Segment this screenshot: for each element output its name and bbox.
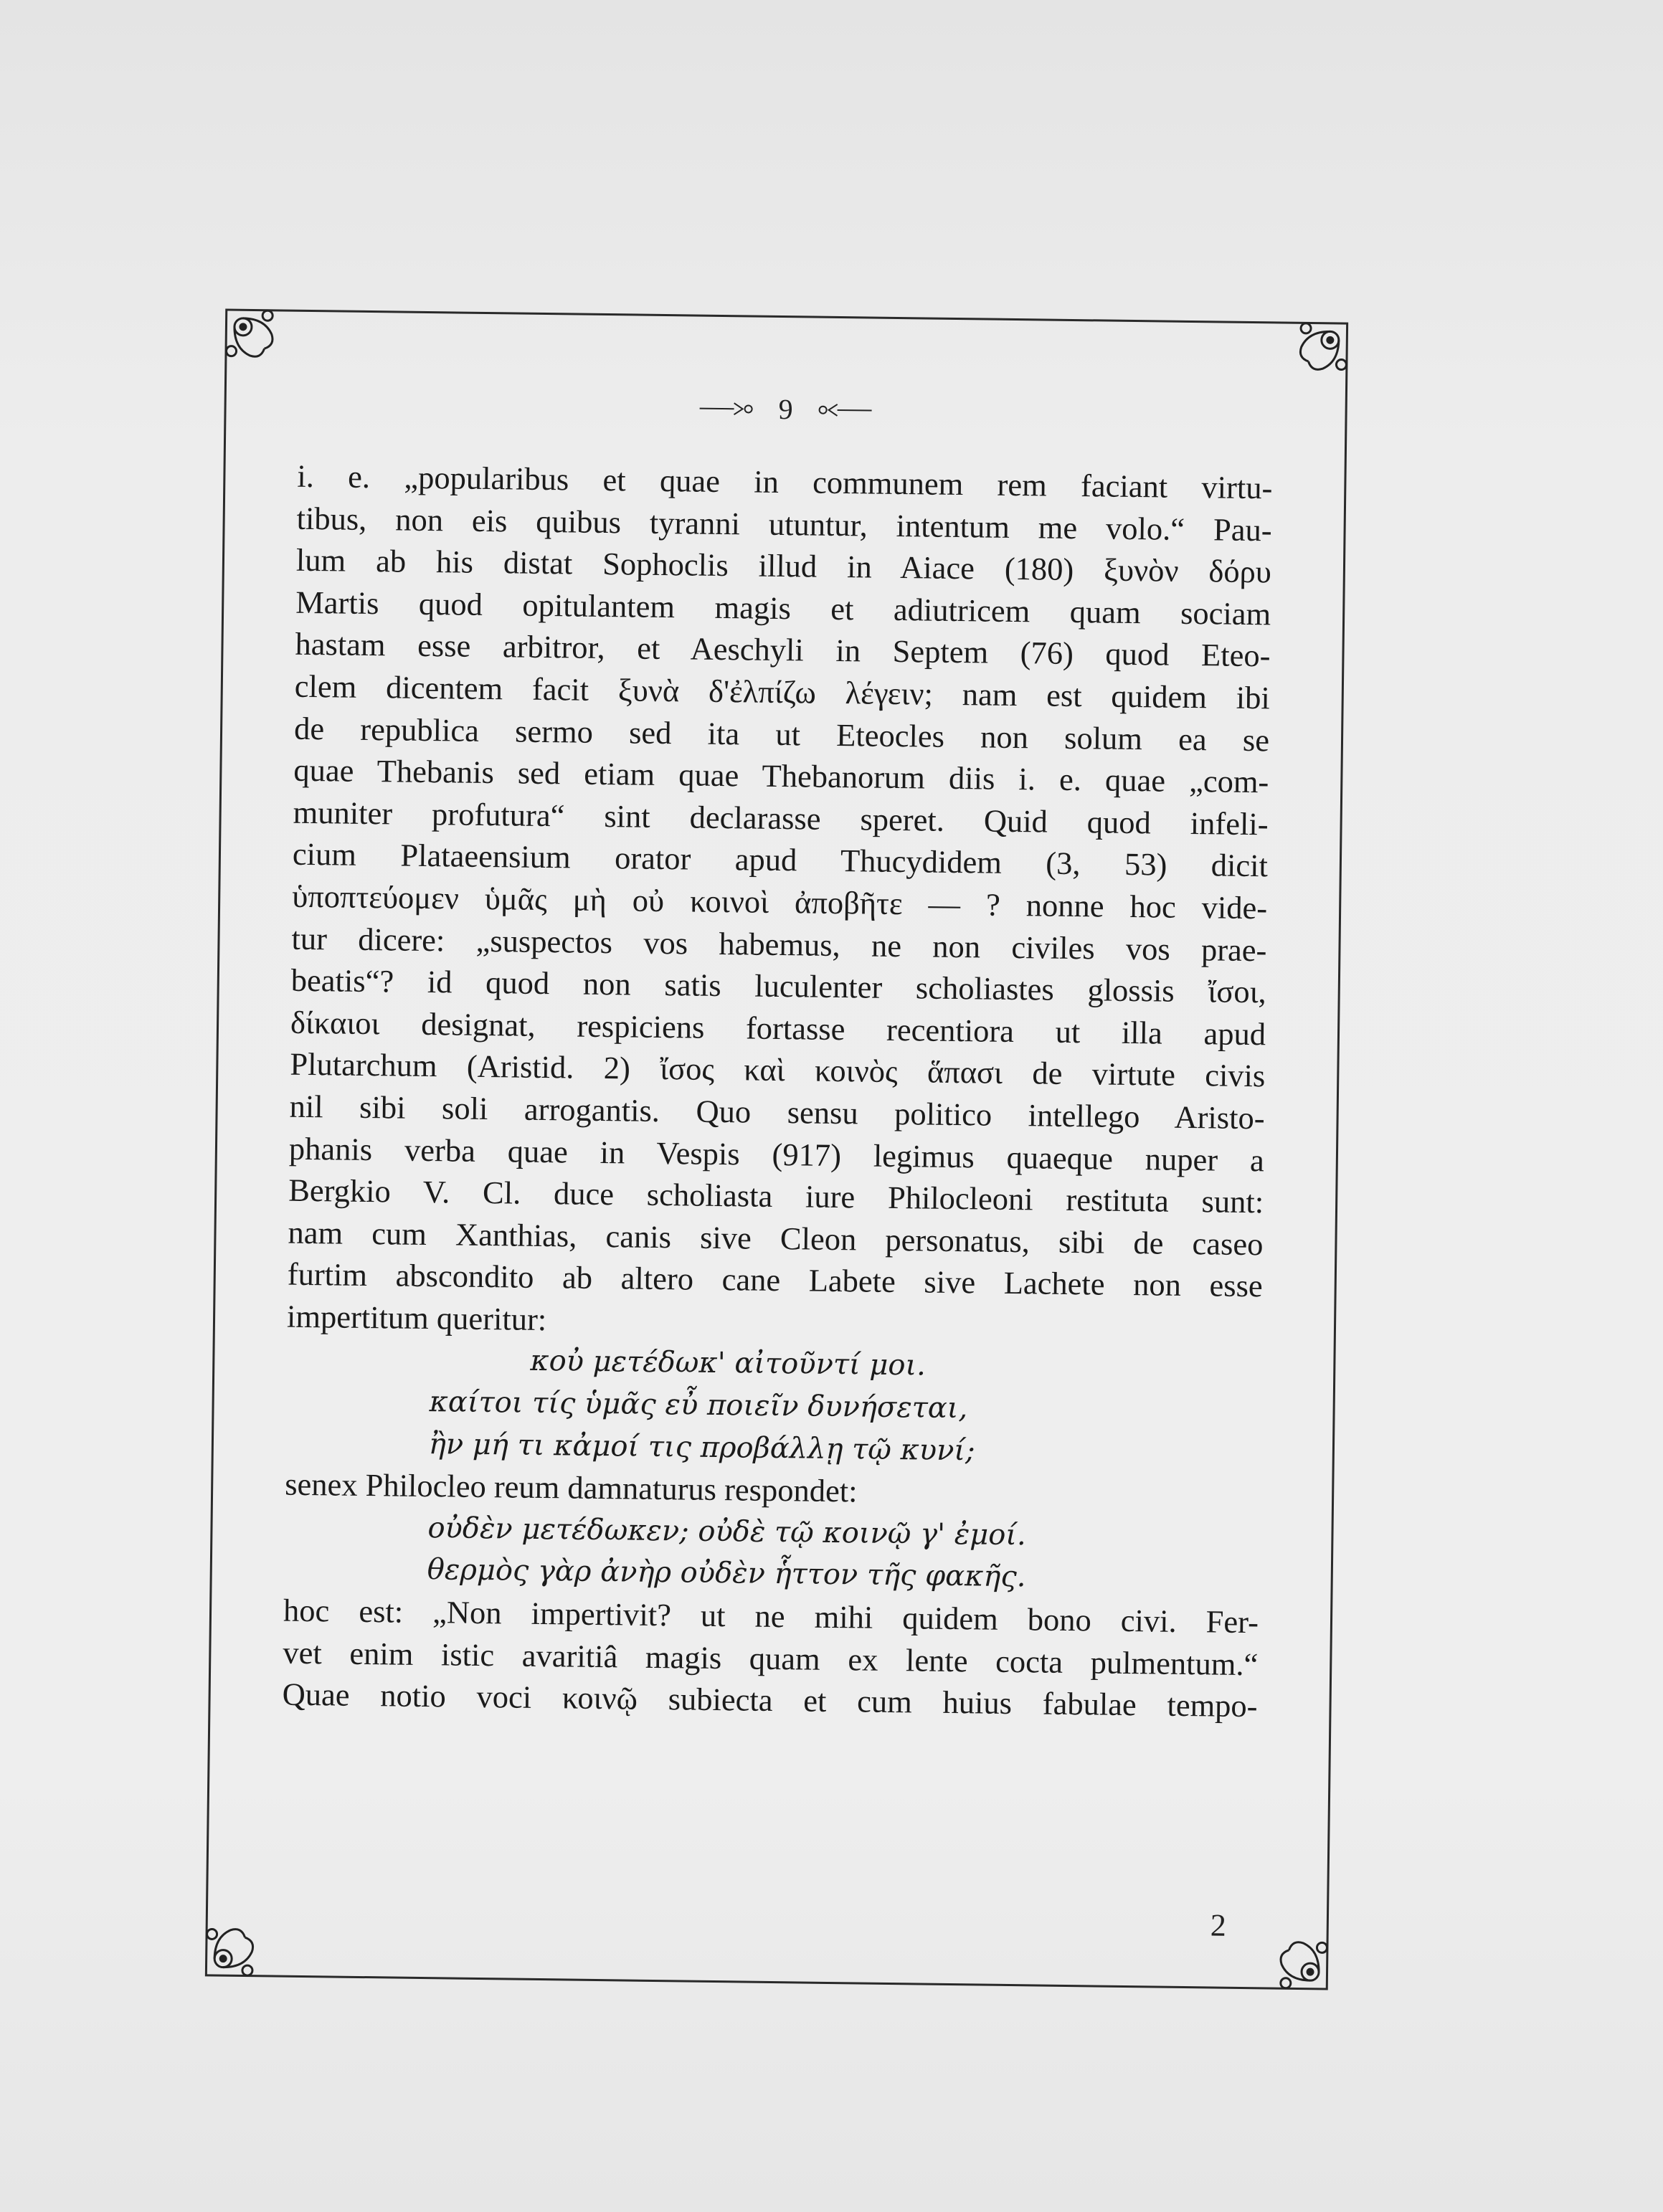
verse-line: οὐδὲν μετέδωκεν; οὐδὲ τῷ κοινῷ γ' ἐμοί.	[427, 1511, 1026, 1552]
corner-ornament-icon	[1260, 1921, 1332, 1993]
verse-line: καίτοι τίς ὑμᾶς εὖ ποιεῖν δυνήσεται,	[429, 1385, 968, 1425]
text-line: hoc est: „Non impertivit? ut ne mihi quidem bono civi. Fer-	[283, 1592, 1259, 1641]
text-line: δίκαιοι designat, respiciens fortasse recentiora ut illa apud	[290, 1004, 1266, 1053]
header-ornament-icon	[698, 398, 755, 419]
text-line: Quae notio voci κοινῷ subiecta et cum huius fabulae tempo-	[282, 1676, 1258, 1724]
text-line: Martis quod opitulantem magis et adiutricem quam sociam	[295, 584, 1271, 632]
header-ornament-icon	[815, 399, 873, 420]
text-line: de republica sermo sed ita ut Eteocles non solum ea se	[293, 710, 1270, 758]
text-line: hastam esse arbitror, et Aeschyli in Septem (76) quod Eteo-	[295, 626, 1271, 674]
corner-ornament-icon	[202, 1908, 274, 1980]
text-line: ὑποπτεύομεν ὑμᾶς μὴ οὐ κοινοὶ ἀποβῆτε — ? nonne hoc vide-	[291, 878, 1268, 926]
text-line: nil sibi soli arrogantis. Quo sensu politico intellego Aristo-	[289, 1088, 1265, 1136]
text-line: quae Thebanis sed etiam quae Thebanorum diis i. e. quae „com-	[293, 751, 1269, 800]
text-line: impertitum queritur:	[286, 1298, 547, 1337]
text-line: nam cum Xanthias, canis sive Cleon personatus, sibi de caseo	[288, 1214, 1264, 1262]
corner-ornament-icon	[1279, 318, 1352, 390]
text-line: Bergkio V. Cl. duce scholiasta iure Philocleoni restituta sunt:	[288, 1172, 1264, 1220]
text-line: tur dicere: „suspectos vos habemus, ne non civiles vos prae-	[291, 920, 1267, 968]
text-line: senex Philocleo reum damnaturus respondet:	[284, 1466, 858, 1509]
text-line: tibus, non eis quibus tyranni utuntur, intentum me volo.“ Pau-	[296, 500, 1272, 548]
text-line: muniter profutura“ sint declarasse speret. Quid quod infeli-	[293, 794, 1269, 842]
text-line: furtim abscondito ab altero cane Labete sive Lachete non esse	[287, 1255, 1264, 1304]
text-line: cium Plataeensium orator apud Thucydidem (3, 53) dicit	[292, 836, 1269, 884]
signature-mark: 2	[1210, 1907, 1227, 1943]
page-frame	[205, 309, 1348, 1990]
verse-line: θερμὸς γὰρ ἀνὴρ οὐδὲν ἧττον τῆς φακῆς.	[427, 1553, 1026, 1594]
text-line: phanis verba quae in Vespis (917) legimus quaeque nuper a	[288, 1130, 1265, 1178]
text-line: vet enim istic avaritiâ magis quam ex lente cocta pulmentum.“	[283, 1634, 1259, 1682]
text-line: Plutarchum (Aristid. 2) ἴσος καὶ κοινὸς ἅπασι de virtute civis	[290, 1046, 1266, 1094]
text-line: i. e. „popularibus et quae in communem rem faciant virtu-	[297, 457, 1273, 506]
text-line: clem dicentem facit ξυνὰ δ'ἐλπίζω λέγειν; nam est quidem ibi	[294, 668, 1271, 716]
page-number: 9	[778, 393, 793, 426]
corner-ornament-icon	[221, 305, 293, 377]
text-line: beatis“? id quod non satis luculenter scholiastes glossis ἴσοι,	[290, 962, 1267, 1010]
verse-line: κοὐ μετέδωκ' αἰτοῦντί μοι.	[530, 1344, 927, 1383]
text-line: lum ab his distat Sophoclis illud in Aiace (180) ξυνὸν δόρυ	[295, 541, 1272, 590]
page-header	[226, 383, 1345, 433]
body-text	[282, 455, 1272, 1727]
verse-line: ἢν μή τι κἀμοί τις προβάλλῃ τῷ κυνί;	[428, 1427, 975, 1468]
